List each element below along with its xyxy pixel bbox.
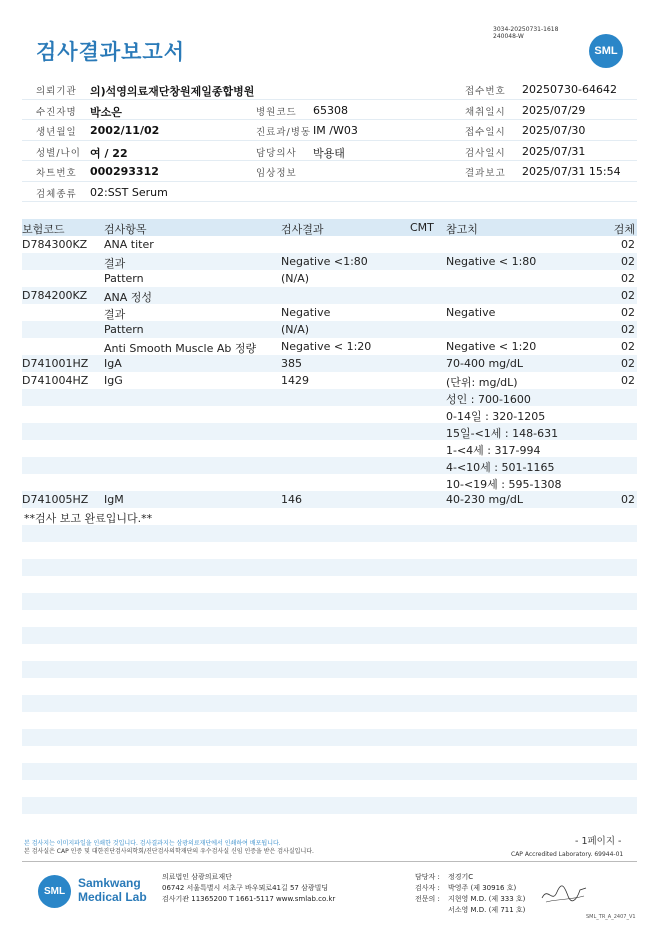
info-row bbox=[22, 120, 637, 141]
row-item: ANA titer bbox=[104, 238, 154, 251]
table-row bbox=[22, 610, 637, 627]
results-body bbox=[22, 236, 637, 814]
info-label: 접수번호 bbox=[465, 86, 506, 97]
table-row bbox=[22, 270, 637, 287]
table-row bbox=[22, 797, 637, 814]
info-value: 박용태 bbox=[313, 146, 345, 160]
table-row bbox=[22, 372, 637, 389]
row-reference: 4-<10세 : 501-1165 bbox=[446, 461, 555, 474]
org-line: 06742 서울특별시 서초구 바우뫼로41길 57 삼광빌딩 bbox=[162, 884, 329, 892]
row-result: Negative < 1:20 bbox=[281, 340, 372, 353]
row-item: Pattern bbox=[104, 272, 144, 285]
info-value: 000293312 bbox=[90, 165, 159, 178]
table-row bbox=[22, 559, 637, 576]
row-reference: Negative < 1:20 bbox=[446, 340, 537, 353]
signature-icon bbox=[540, 882, 588, 906]
table-row bbox=[22, 423, 637, 440]
row-reference: 1-<4세 : 317-994 bbox=[446, 444, 541, 457]
row-item: IgG bbox=[104, 374, 123, 387]
row-code: D741004HZ bbox=[22, 374, 89, 387]
info-value: 2025/07/31 bbox=[522, 144, 586, 158]
results-header bbox=[22, 219, 637, 236]
table-row bbox=[22, 406, 637, 423]
info-row bbox=[22, 100, 637, 121]
staff-label: 전문의 : bbox=[415, 895, 440, 903]
info-label: 임상정보 bbox=[256, 168, 297, 179]
row-reference: 성인 : 700-1600 bbox=[446, 393, 531, 406]
table-row bbox=[22, 287, 637, 304]
info-label: 채취일시 bbox=[465, 106, 506, 118]
sml-footer-logo-icon: SML bbox=[38, 875, 71, 908]
document-id-line: 240048-W bbox=[493, 33, 524, 40]
info-label: 수진자명 bbox=[36, 106, 77, 118]
row-item: ANA 정성 bbox=[104, 291, 153, 304]
header-item: 검사항목 bbox=[104, 223, 147, 236]
row-specimen: 02 bbox=[621, 357, 635, 370]
row-item: IgM bbox=[104, 493, 124, 506]
info-label: 담당의사 bbox=[256, 147, 297, 159]
table-row bbox=[22, 525, 637, 542]
document-id-line: 3034-20250731-1618 bbox=[493, 26, 559, 33]
row-specimen: 02 bbox=[621, 238, 635, 251]
row-result: 385 bbox=[281, 357, 302, 370]
table-row bbox=[22, 780, 637, 797]
info-row bbox=[22, 161, 637, 182]
organization-info bbox=[162, 872, 335, 905]
report-complete-note: **검사 보고 완료입니다.** bbox=[24, 512, 153, 525]
info-label: 병원코드 bbox=[256, 106, 297, 118]
table-row bbox=[22, 338, 637, 355]
footer-divider bbox=[22, 861, 637, 862]
row-specimen: 02 bbox=[621, 493, 635, 506]
row-result: (N/A) bbox=[281, 323, 310, 336]
header-reference: 참고치 bbox=[446, 223, 478, 236]
table-row bbox=[22, 746, 637, 763]
form-id: SML_TR_A_2407_V1 bbox=[586, 914, 636, 920]
row-result: 1429 bbox=[281, 374, 309, 387]
table-row bbox=[22, 457, 637, 474]
info-label: 차트번호 bbox=[36, 168, 77, 179]
table-row bbox=[22, 440, 637, 457]
patient-info-table bbox=[22, 79, 637, 202]
row-specimen: 02 bbox=[621, 340, 635, 353]
info-label: 진료과/병동 bbox=[256, 127, 312, 138]
table-row bbox=[22, 729, 637, 746]
row-reference: Negative bbox=[446, 306, 496, 319]
row-reference: 40-230 mg/dL bbox=[446, 493, 523, 506]
table-row bbox=[22, 695, 637, 712]
lab-name-line: Samkwang bbox=[78, 876, 141, 890]
info-row bbox=[22, 141, 637, 162]
staff-value: 박영주 (제 30916 호) bbox=[448, 884, 517, 892]
table-row bbox=[22, 491, 637, 508]
document-id bbox=[493, 26, 558, 40]
row-reference: 70-400 mg/dL bbox=[446, 357, 523, 370]
row-item: 결과 bbox=[104, 257, 126, 270]
table-row bbox=[22, 474, 637, 491]
table-row bbox=[22, 389, 637, 406]
info-value: 박소은 bbox=[90, 105, 122, 119]
table-row bbox=[22, 355, 637, 372]
info-value: 20250730-64642 bbox=[522, 83, 617, 96]
info-label: 검사일시 bbox=[465, 147, 506, 159]
staff-value: 정경기C bbox=[448, 873, 474, 881]
info-value: 2025/07/29 bbox=[522, 103, 586, 117]
row-result: Negative <1:80 bbox=[281, 255, 368, 268]
table-row bbox=[22, 627, 637, 644]
info-value: 65308 bbox=[313, 103, 348, 117]
header-result: 검사결과 bbox=[281, 223, 324, 236]
lab-name-line: Medical Lab bbox=[78, 890, 147, 904]
row-specimen: 02 bbox=[621, 323, 635, 336]
results-table bbox=[22, 219, 637, 814]
header-code: 보험코드 bbox=[22, 223, 65, 236]
row-code: D784300KZ bbox=[22, 238, 88, 251]
table-row bbox=[22, 661, 637, 678]
table-row bbox=[22, 253, 637, 270]
row-specimen: 02 bbox=[621, 374, 635, 387]
table-row bbox=[22, 508, 637, 525]
table-row bbox=[22, 593, 637, 610]
org-line: 의료법인 삼광의료재단 bbox=[162, 873, 232, 881]
row-code: D741005HZ bbox=[22, 493, 89, 506]
row-specimen: 02 bbox=[621, 289, 635, 302]
header-cmt: CMT bbox=[410, 221, 434, 234]
info-label: 접수일시 bbox=[465, 127, 506, 138]
row-result: Negative bbox=[281, 306, 331, 319]
row-item: IgA bbox=[104, 357, 122, 370]
info-label: 결과보고 bbox=[465, 168, 506, 179]
table-row bbox=[22, 321, 637, 338]
org-line: 검사기관 11365200 T 1661-5117 www.smlab.co.kr bbox=[162, 895, 336, 903]
info-label: 의뢰기관 bbox=[36, 86, 77, 97]
table-row bbox=[22, 542, 637, 559]
row-reference: 0-14일 : 320-1205 bbox=[446, 410, 546, 423]
lab-name bbox=[78, 876, 147, 904]
staff-label: 검사자 : bbox=[415, 884, 440, 892]
table-row bbox=[22, 236, 637, 253]
row-reference: Negative < 1:80 bbox=[446, 255, 537, 268]
row-result: 146 bbox=[281, 493, 302, 506]
table-row bbox=[22, 644, 637, 661]
page-number: - 1페이지 - bbox=[575, 836, 622, 847]
staff-value: 지현영 M.D. (제 333 호) bbox=[448, 895, 526, 903]
staff-value: 서소영 M.D. (제 711 호) bbox=[448, 906, 526, 914]
info-value: 여 / 22 bbox=[90, 146, 128, 160]
info-value: 2025/07/31 15:54 bbox=[522, 165, 621, 178]
table-row bbox=[22, 678, 637, 695]
table-row bbox=[22, 712, 637, 729]
row-reference: 10-<19세 : 595-1308 bbox=[446, 478, 562, 491]
table-row bbox=[22, 576, 637, 593]
row-item: Pattern bbox=[104, 323, 144, 336]
info-label: 성별/나이 bbox=[36, 147, 81, 159]
row-code: D741001HZ bbox=[22, 357, 89, 370]
info-value: IM /W03 bbox=[313, 124, 358, 137]
table-row bbox=[22, 763, 637, 780]
table-row bbox=[22, 304, 637, 321]
disclaimer-line: 본 검사지는 이미지파일을 인쇄한 것입니다. 검사결과지는 삼광의료재단에서 인쇄하여 배포됩니다. bbox=[24, 840, 281, 847]
disclaimer-line: 본 검사실은 CAP 인증 및 대한진단검사의학회/진단검사의학재단의 우수검사실 신임 인증을 받은 검사실입니다. bbox=[24, 848, 314, 855]
cap-accreditation: CAP Accredited Laboratory. 69944-01 bbox=[511, 851, 624, 858]
info-row bbox=[22, 182, 637, 203]
report-title: 검사결과보고서 bbox=[36, 40, 186, 64]
staff-label: 담당자 : bbox=[415, 873, 440, 881]
info-value: 02:SST Serum bbox=[90, 185, 168, 199]
disclaimer bbox=[24, 840, 314, 856]
sml-logo-icon: SML bbox=[589, 34, 623, 68]
info-value: 의)석영의료재단창원제일종합병원 bbox=[90, 85, 255, 98]
row-specimen: 02 bbox=[621, 272, 635, 285]
row-code: D784200KZ bbox=[22, 289, 88, 302]
info-value: 2025/07/30 bbox=[522, 124, 586, 137]
row-item: 결과 bbox=[104, 308, 126, 321]
row-reference: (단위: mg/dL) bbox=[446, 376, 518, 389]
info-value: 2002/11/02 bbox=[90, 124, 160, 137]
row-specimen: 02 bbox=[621, 306, 635, 319]
header-specimen: 검체 bbox=[613, 223, 635, 236]
row-specimen: 02 bbox=[621, 255, 635, 268]
row-result: (N/A) bbox=[281, 272, 310, 285]
info-label: 생년월일 bbox=[36, 127, 77, 138]
info-label: 검체종류 bbox=[36, 188, 77, 200]
info-row bbox=[22, 79, 637, 100]
row-reference: 15일-<1세 : 148-631 bbox=[446, 427, 559, 440]
row-item: Anti Smooth Muscle Ab 정량 bbox=[104, 342, 257, 355]
